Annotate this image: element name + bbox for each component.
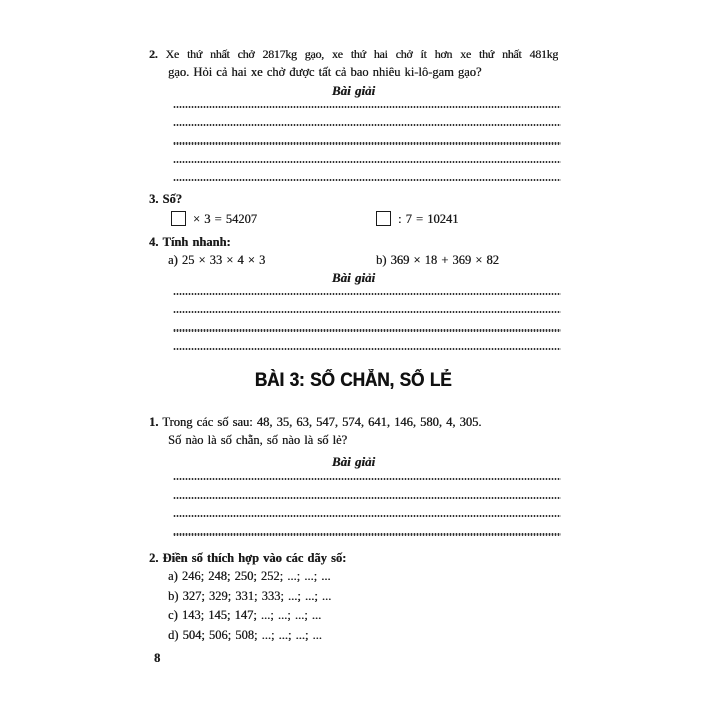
problem-3-title-line	[149, 190, 558, 208]
answer-dotted-line	[173, 482, 561, 500]
lesson-3-heading	[149, 369, 558, 393]
problem-2-text: Xe thứ nhất chở 2817kg gạo, xe thứ hai chở ít hơn xe thứ nhất 481kg	[165, 47, 558, 61]
equation-1-text: × 3 = 54207	[193, 211, 257, 226]
answer-lines-problem-4	[173, 278, 561, 352]
problem-4-title-line	[149, 233, 558, 251]
answer-dotted-line	[173, 109, 561, 127]
sequence-item: c) 143; 145; 147; ...; ...; ...; ...	[168, 608, 322, 623]
number-sequence-list	[149, 567, 558, 645]
sequence-item: a) 246; 248; 250; 252; ...; ...; ...	[168, 569, 331, 584]
problem-4-items	[149, 251, 558, 269]
answer-lines-lesson3-problem-1	[173, 464, 561, 538]
solution-heading-2: Bài giải	[331, 269, 376, 285]
answer-lines-problem-2	[173, 91, 561, 183]
problem-2-statement-line1	[149, 45, 558, 63]
problem-2-number: 2.	[149, 47, 158, 61]
page-content	[149, 45, 558, 645]
problem-3-number: 3.	[149, 191, 159, 206]
equation-2-text: : 7 = 10241	[398, 211, 459, 226]
solution-heading-3: Bài giải	[331, 453, 376, 469]
lesson3-problem-2-number: 2.	[149, 551, 159, 566]
answer-dotted-line	[173, 146, 561, 164]
answer-dotted-line	[173, 464, 561, 482]
answer-dotted-line	[173, 500, 561, 518]
blank-box-icon	[376, 211, 391, 226]
blank-box-icon	[171, 211, 186, 226]
answer-dotted-line	[173, 519, 561, 537]
solution-heading-1: Bài giải	[331, 83, 376, 98]
lesson3-problem-1-text: Trong các số sau: 48, 35, 63, 547, 574, 641, 146, 580, 4, 305.	[162, 414, 482, 429]
sequence-item: d) 504; 506; 508; ...; ...; ...; ...	[168, 627, 322, 642]
problem-4-item-b: b) 369 × 18 + 369 × 82	[376, 252, 499, 267]
answer-dotted-line	[173, 296, 561, 314]
problem-4-title: Tính nhanh:	[162, 234, 231, 249]
answer-dotted-line	[173, 315, 561, 333]
lesson3-problem-2-title: Điền số thích hợp vào các dãy số:	[162, 551, 347, 566]
problem-3-equations	[149, 208, 558, 230]
answer-dotted-line	[173, 278, 561, 296]
page-number: 8	[154, 651, 161, 665]
lesson3-problem-1-number: 1.	[149, 414, 159, 429]
lesson-3-heading-text: BÀI 3: SỐ CHẴN, SỐ LẺ	[255, 369, 452, 391]
lesson3-problem-1-line1	[149, 413, 558, 431]
lesson3-problem-2-title-line	[149, 549, 558, 567]
answer-dotted-line	[173, 333, 561, 351]
answer-dotted-line	[173, 128, 561, 146]
equation-1	[171, 210, 376, 228]
answer-dotted-line	[173, 165, 561, 183]
answer-dotted-line	[173, 91, 561, 109]
problem-4-item-a: a) 25 × 33 × 4 × 3	[168, 252, 266, 267]
equation-2	[376, 210, 458, 228]
problem-2-statement-line2: gạo. Hỏi cả hai xe chở được tất cả bao nhiêu ki-lô-gam gạo?	[168, 65, 482, 79]
problem-3-title: Số?	[162, 191, 182, 206]
lesson3-problem-1-line2: Số nào là số chẵn, số nào là số lẻ?	[168, 432, 348, 447]
problem-4-number: 4.	[149, 234, 159, 249]
sequence-item: b) 327; 329; 331; 333; ...; ...; ...	[168, 588, 332, 603]
